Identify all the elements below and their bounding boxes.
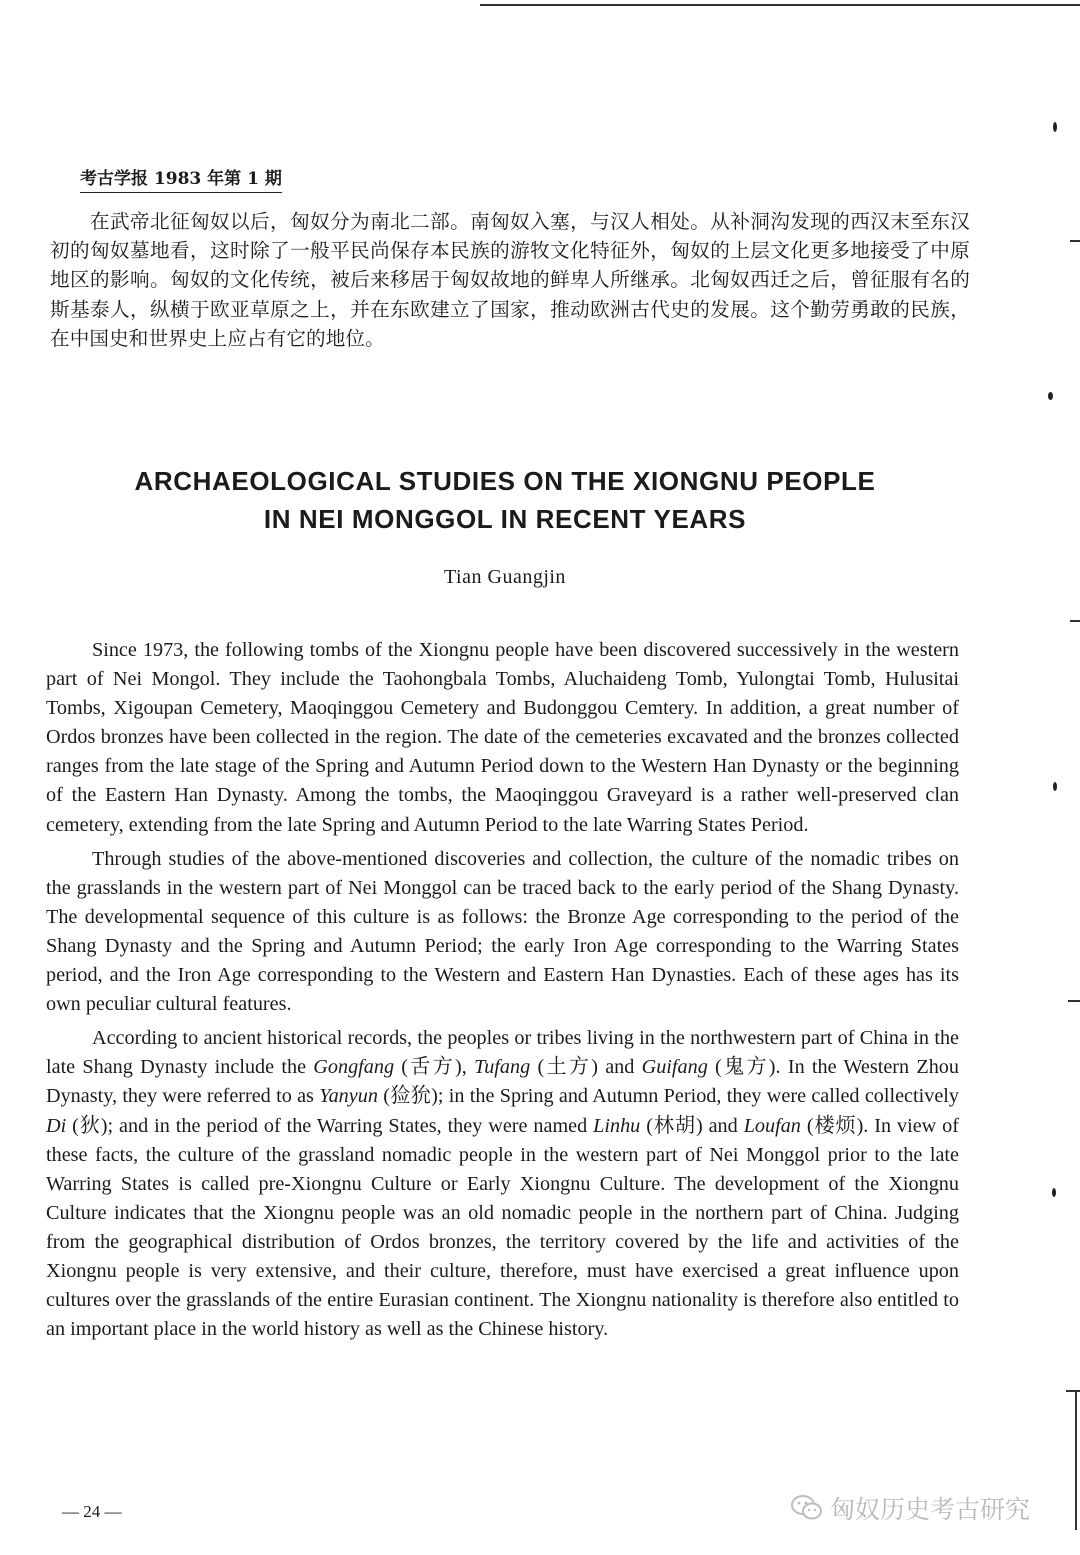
text-segment: (猃狁); in the Spring and Autumn Period, they were called collectively: [377, 1085, 959, 1108]
text-segment: (林胡) and: [640, 1114, 744, 1137]
text-segment: (狄); and in the period of the Warring States, they were named: [66, 1114, 594, 1137]
margin-mark: [1068, 1000, 1080, 1002]
top-rule: [480, 4, 1080, 6]
scan-speck: [1053, 122, 1057, 132]
term-gongfang: Gongfang: [313, 1056, 395, 1079]
term-guifang: Guifang: [641, 1056, 708, 1079]
text-segment: (鬼方). In the Western Zhou Dynasty, they were referred to as: [46, 1056, 959, 1108]
term-loufan: Loufan: [743, 1114, 801, 1137]
scan-speck: [1048, 392, 1053, 400]
scan-speck: [1053, 782, 1057, 791]
term-tufang: Tufang: [474, 1056, 531, 1079]
text-segment: According to ancient historical records, the peoples or tribes living in the northwestern part of China in the late Shang Dynasty include the: [46, 1027, 959, 1079]
author-name: Tian Guangjin: [444, 566, 566, 588]
margin-mark: [1070, 240, 1080, 242]
scan-speck: [1052, 1188, 1056, 1197]
journal-header: 考古学报 1983 年第 1 期: [80, 164, 282, 193]
article-body: [46, 636, 959, 1349]
title-line-2: IN NEI MONGGOL IN RECENT YEARS: [263, 504, 747, 534]
title-line-1: ARCHAEOLOGICAL STUDIES ON THE XIONGNU PEOPLE: [134, 466, 876, 496]
watermark: [790, 1490, 1030, 1526]
text-segment: (舌方),: [394, 1056, 475, 1079]
margin-mark: [1066, 1390, 1080, 1392]
wechat-icon: [790, 1493, 824, 1523]
term-di: Di: [46, 1114, 67, 1137]
page-number: — 24 —: [62, 1502, 122, 1521]
text-segment: (楼烦). In view of these facts, the culture of the grassland nomadic people in the western part of Nei Monggol prior to the late Warring States is called pre-Xiongnu Culture or Early Xiongnu Culture. The development of the Xiongnu Culture indicates that the Xiongnu people was an old nomadic people in the northern part of China. Judging from the geographical distribution of Ordos bronzes, the territory covered by the life and activities of the Xiongnu people is very extensive, and their culture, therefore, must have exercised a great influence upon cultures over the grasslands of the entire Eurasian continent. The Xiongnu nationality is therefore also entitled to an important place in the world history as well as the Chinese history.: [46, 1114, 960, 1341]
margin-mark: [1075, 1390, 1077, 1530]
paragraph-2: Through studies of the above-mentioned discoveries and collection, the culture of the nomadic tribes on the grasslands in the western part of Nei Monggol can be traced back to the early period of the Shang Dynasty. The developmental sequence of this culture is as follows: the Bronze Age corresponding to the period of the Shang Dynasty and the Spring and Autumn Period; the early Iron Age corresponding to the Warring States period, and the Iron Age corresponding to the Western and Eastern Han Dynasties. Each of these ages has its own peculiar cultural features.: [46, 847, 959, 1016]
paragraph-3: [46, 1024, 959, 1344]
term-yanyun: Yanyun: [319, 1085, 378, 1108]
text-segment: (土方) and: [530, 1056, 642, 1079]
paragraph-1: Since 1973, the following tombs of the Xiongnu people have been discovered successively in the western part of Nei Mongol. They include the Taohongbala Tombs, Aluchaideng Tomb, Yulongtai Tomb, Hulusitai Tombs, Xigoupan Cemetery, Maoqinggou Cemetery and Budonggou Cemtery. In addition, a great number of Ordos bronzes have been collected in the region. The date of the cemeteries excavated and the bronzes collected ranges from the late stage of the Spring and Autumn Period down to the Western Han Dynasty or the beginning of the Eastern Han Dynasty. Among the tombs, the Maoqinggou Graveyard is a rather well-preserved clan cemetery, extending from the late Spring and Autumn Period to the late Warring States Period.: [46, 639, 959, 836]
chinese-paragraph: 在武帝北征匈奴以后，匈奴分为南北二部。南匈奴入塞，与汉人相处。从补洞沟发现的西汉末至东汉初的匈奴墓地看，这时除了一般平民尚保存本民族的游牧文化特征外，匈奴的上层文化更多地接受了中原地区的影响。匈奴的文化传统，被后来移居于匈奴故地的鲜卑人所继承。北匈奴西迁之后，曾征服有名的斯基泰人，纵横于欧亚草原之上，并在东欧建立了国家，推动欧洲古代史的发展。这个勤劳勇敢的民族，在中国史和世界史上应占有它的地位。: [50, 210, 970, 350]
article-title: [50, 462, 960, 538]
watermark-text: 匈奴历史考古研究: [830, 1495, 1031, 1524]
term-linhu: Linhu: [593, 1114, 641, 1137]
margin-mark: [1070, 620, 1080, 622]
